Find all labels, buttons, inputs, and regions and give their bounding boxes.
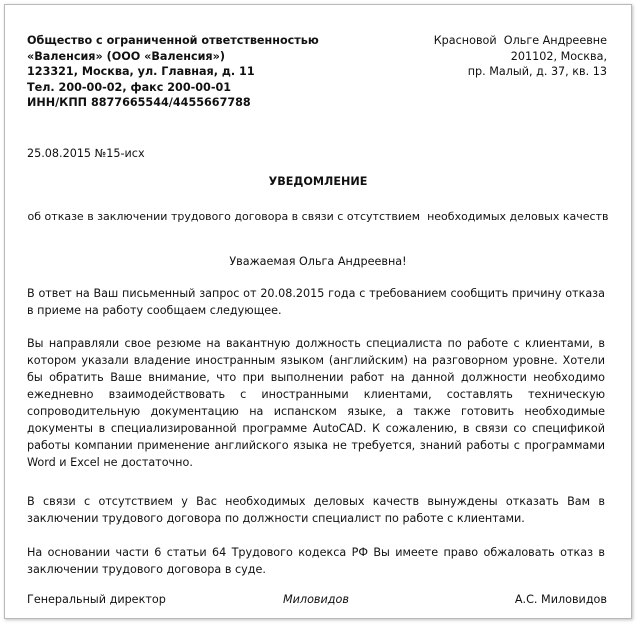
sender-org-line: Общество с ограниченной ответственностью	[27, 34, 319, 47]
sender-inn: ИНН/КПП 8877665544/4455667788	[27, 96, 251, 110]
recipient-name: Красновой Ольге Андреевне	[433, 34, 607, 47]
paragraph-request: В ответ на Ваш письменный запрос от 20.08.2015 года с требованием сообщить причину отказа в приеме на работу сообщаем следующее.	[27, 287, 605, 317]
recipient-address: пр. Малый, д. 37, кв. 13	[467, 65, 607, 79]
greeting: Уважаемая Ольга Андреевна!	[229, 255, 407, 268]
sender-block	[27, 33, 319, 111]
sender-address: 123321, Москва, ул. Главная, д. 11	[27, 65, 255, 79]
recipient-block	[434, 33, 607, 80]
paragraph-reason: Вы направляли свое резюме на вакантную должность специалиста по работе с клиентами, в котором указали владение иностранным языком (английским) на разговорном уровне. Хотели бы обратить Ваше внимание, что при выполнении работ на данной должности необходимо ежедневно взаимодействовать с иностранными клиентами, составлять техническую сопроводительную документацию на испанском языке, а также готовить необходимые документы в специализированной программе AutoCAD. К сожалению, в связи со спецификой работы компании применение английского языка не требуется, знаний работы с программами Word и Excel не достаточно.	[27, 337, 605, 469]
document-title: УВЕДОМЛЕНИЕ	[268, 175, 368, 188]
signature-name: А.С. Миловидов	[514, 593, 607, 606]
sender-org-short: «Валенсия» (ООО «Валенсия»)	[27, 49, 225, 63]
recipient-city: 201102, Москва,	[510, 49, 607, 63]
signature-handwritten: Миловидов	[283, 593, 349, 606]
paragraph-appeal: На основании части 6 статьи 64 Трудового кодекса РФ Вы имеете право обжаловать отказ в заключении трудового договора в суде.	[27, 546, 605, 576]
paragraph-refusal: В связи с отсутствием у Вас необходимых деловых качеств вынуждены отказать Вам в заключении трудового договора по должности специалист по работе с клиентами.	[27, 495, 605, 525]
document-subtitle: об отказе в заключении трудового договора в связи с отсутствием необходимых деловых качеств	[27, 210, 609, 223]
signature-role: Генеральный директор	[27, 593, 166, 606]
letter-page	[4, 4, 632, 619]
date-number: 25.08.2015 №15-исх	[27, 147, 145, 160]
sender-phone: Тел. 200-00-02, факс 200-00-01	[27, 80, 232, 94]
